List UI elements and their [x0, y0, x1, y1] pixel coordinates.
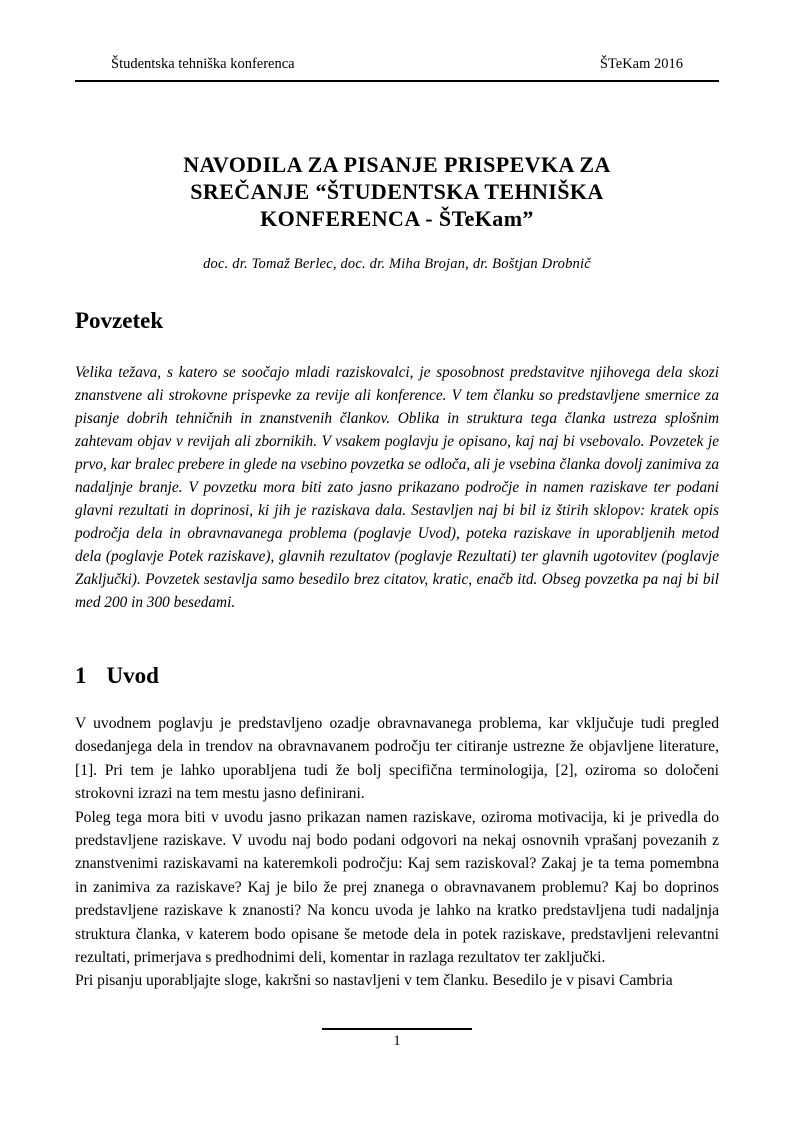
footer-rule	[322, 1028, 472, 1030]
abstract-text: Velika težava, s katero se soočajo mladi raziskovalci, je sposobnost predstavitve njihovega dela skozi znanstvene ali strokovne prispevke za revije ali konference. V tem članku so predstavljene smernice za pisanje dobrih tehničnih in znanstvenih člankov. Oblika in struktura tega članka ustreza splošnim zahtevam objav v revijah ali zbornikih. V vsakem poglavju je opisano, kaj naj bi vsebovalo. Povzetek je prvo, kar bralec prebere in glede na vsebino povzetka se odloča, ali je vsebina članka dovolj zanimiva za nadaljnje branje. V povzetku mora biti zato jasno prikazano področje in namen raziskave ter podani glavni rezultati in doprinosi, ki jih je raziskava dala. Sestavljen naj bi bil iz štirih sklopov: kratek opis področja dela in obravnavanega problema (poglavje Uvod), poteka raziskave in uporabljenih metod dela (poglavje Potek raziskave), glavnih rezultatov (poglavje Rezultati) ter glavnih ugotovitev (poglavje Zaključki). Povzetek sestavlja samo besedilo brez citatov, kratic, enačb itd. Obseg povzetka pa naj bi bil med 200 in 300 besedami.	[75, 364, 719, 611]
header-right-text: ŠTeKam 2016	[599, 56, 683, 72]
section-number: 1	[75, 663, 87, 688]
paper-title-line: NAVODILA ZA PISANJE PRISPEVKA ZA	[183, 152, 611, 177]
body-paragraph: V uvodnem poglavju je predstavljeno ozadje obravnavanega problema, kar vključuje tudi pregled dosedanjega dela in trendov na obravnavanem področju ter citiranje ustrezne že objavljene literature, [1]. Pri tem je lahko uporabljena tudi že bolj specifična terminologija, [2], oziroma so določeni strokovni izrazi na tem mestu jasno definirani.	[75, 715, 719, 803]
header-left-text: Študentska tehniška konferenca	[111, 56, 295, 72]
page-number: 1	[393, 1033, 401, 1049]
body-paragraph: Poleg tega mora biti v uvodu jasno prikazan namen raziskave, oziroma motivacija, ki je privedla do predstavljene raziskave. V uvodu naj bodo podani odgovori na nekaj osnovnih vprašanj povezanih z znanstvenimi raziskavami na kateremkoli področju: Kaj sem raziskoval? Zakaj je ta tema pomembna in zanimiva za raziskave? Kaj je bilo že prej znanega o obravnavanem problemu? Kaj bo doprinos predstavljene raziskave k znanosti? Na koncu uvoda je lahko na kratko predstavljena tudi nadaljnja struktura članka, v katerem bodo opisane še metode dela in potek raziskave, predstavljeni relevantni rezultati, primerjava s predhodnimi deli, komentar in razlaga rezultatov ter zaključki.	[75, 808, 719, 967]
running-header	[75, 56, 719, 82]
paper-title-line: SREČANJE “ŠTUDENTSKA TEHNIŠKA	[190, 179, 604, 204]
section-title: Uvod	[106, 663, 159, 688]
authors-line: doc. dr. Tomaž Berlec, doc. dr. Miha Brojan, dr. Boštjan Drobnič	[203, 256, 591, 272]
page-footer	[0, 1028, 794, 1050]
section-heading-uvod	[75, 663, 159, 689]
paper-title-line: KONFERENCA - ŠTeKam”	[260, 206, 534, 231]
body-paragraph: Pri pisanju uporabljajte sloge, kakršni so nastavljeni v tem članku. Besedilo je v pisavi Cambria	[75, 972, 673, 990]
paper-title	[60, 151, 734, 232]
abstract-heading: Povzetek	[75, 308, 164, 333]
body-text	[75, 712, 719, 993]
